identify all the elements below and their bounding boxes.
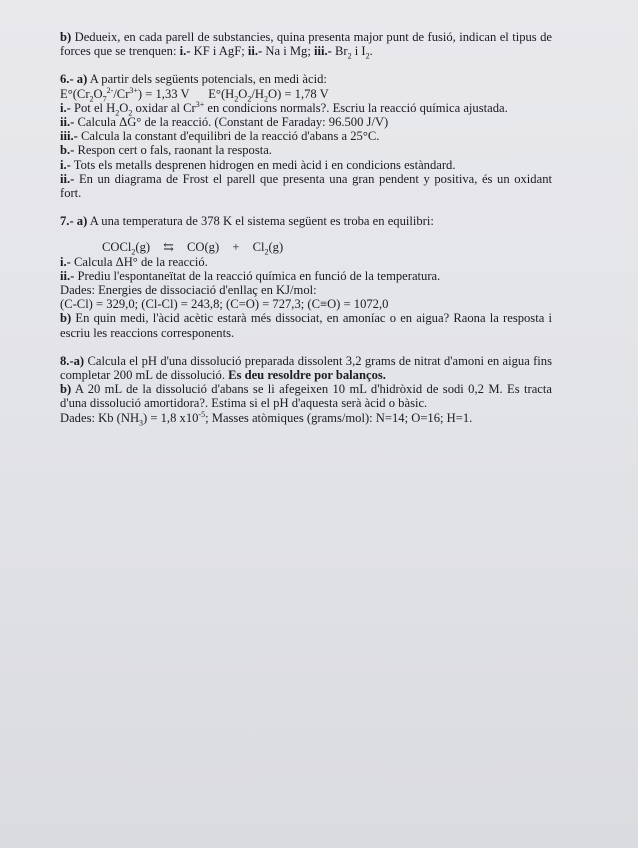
label: i.- [60, 157, 71, 172]
text: Pot el H [74, 100, 116, 115]
question-7-i [60, 255, 552, 269]
text: Cl [252, 240, 265, 255]
label: i.- [60, 254, 71, 269]
text: A 20 mL de la dissolució d'abans se li afegeixen 10 mL d'hidròxid de sodi 0,2 M. Es tracta d'una dissolució amortidora?. Estima si el pH d'aquesta serà àcid o bàsic. [60, 382, 552, 411]
text: O [119, 100, 129, 115]
text: O [238, 86, 248, 101]
text: ) = 1,33 V [137, 86, 190, 101]
exam-text [60, 30, 553, 428]
text: Dades: Kb (NH [60, 410, 140, 425]
text: /H [251, 86, 264, 101]
superscript: 3+ [195, 99, 205, 109]
equilibrium-equation [60, 240, 552, 257]
question-6-iii [60, 129, 552, 143]
text: En quin medi, l'àcid acètic estarà més dissociat, en amoníac o en aigua? Raona la resposta i escriu les reaccions corresponents. [60, 311, 553, 340]
text: Calcula la constant d'equilibri de la reacció d'abans a 25°C. [81, 129, 380, 144]
question-7-intro [60, 214, 552, 228]
text: ) = 1,8 x10 [143, 410, 199, 425]
label: ii.- [60, 268, 75, 283]
text: (g) [268, 240, 284, 255]
question-6-b-i [60, 158, 552, 172]
subscript: 7 [102, 94, 107, 104]
text: en condicions normals?. Escriu la reacció química ajustada. [204, 100, 508, 115]
question-6-b [60, 143, 552, 157]
emphasis: Es deu resoldre por balanços. [228, 368, 386, 383]
label: i.- [60, 100, 71, 115]
text: i I [351, 44, 366, 59]
label: ii.- [247, 44, 263, 59]
text: ; Masses atòmiques (grams/mol): N=14; O=16; H=1. [205, 410, 473, 425]
text: O) = 1,78 V [267, 86, 329, 101]
text: Na i Mg; [265, 44, 311, 59]
superscript: 2- [106, 85, 114, 95]
text: CO(g) [186, 240, 220, 255]
label: ii.- [60, 115, 75, 130]
text: . [369, 44, 373, 59]
label: iii.- [314, 44, 332, 59]
text: (g) [135, 240, 151, 255]
label: i.- [179, 44, 191, 59]
subscript: 2 [234, 94, 239, 104]
text: Dedueix, en cada parell de substancies, quina presenta major punt de fusió, indican el tipus de forces que se trenquen: [60, 30, 552, 59]
label: b) [60, 30, 72, 44]
label: ii.- [60, 171, 75, 186]
question-6-b-ii [60, 172, 552, 200]
question-6-ii [60, 115, 552, 129]
label: b) [60, 311, 72, 326]
subscript: 2 [131, 247, 136, 257]
text: oxidar al Cr [132, 100, 196, 115]
question-8-a [60, 354, 552, 382]
question-6-i [60, 99, 552, 118]
question-7-dades: Dades: Energies de dissociació d'enllaç en KJ/mol: [60, 283, 317, 298]
subscript: 2 [128, 108, 133, 118]
question-number: 8.-a) [60, 353, 85, 368]
potentials [60, 85, 552, 104]
text: Calcula ΔH° de la reacció. [74, 254, 208, 269]
text: En un diagrama de Frost el parell que presenta una gran pendent y positiva, és un oxidant fort. [60, 171, 552, 201]
text: Calcula ΔG° de la reacció. (Constant de Faraday: 96.500 J/V) [77, 115, 389, 130]
question-7-values: (C-Cl) = 329,0; (Cl-Cl) = 243,8; (C=O) = 727,3; (C≡O) = 1072,0 [60, 297, 389, 312]
question-number: 6.- a) [60, 72, 88, 87]
question-number: 7.- a) [60, 214, 88, 229]
text: E°(Cr [60, 86, 90, 101]
subscript: 2 [365, 51, 370, 61]
subscript: 2 [115, 108, 120, 118]
superscript: -5 [198, 409, 206, 419]
text: Prediu l'espontaneïtat de la reacció química en funció de la temperatura. [77, 268, 441, 283]
text: COCl [102, 240, 132, 255]
equilibrium-arrow-icon: ⇆ [163, 240, 174, 255]
text: + [232, 240, 240, 255]
question-5b [60, 30, 552, 61]
subscript: 2 [263, 94, 268, 104]
text: Respon cert o fals, raonant la resposta. [77, 143, 272, 158]
subscript: 3 [139, 418, 144, 428]
text: A partir dels següents potencials, en medi àcid: [89, 72, 327, 87]
subscript: 2 [347, 51, 352, 61]
label: iii.- [60, 129, 78, 144]
text: O [93, 86, 103, 101]
question-8-dades [60, 409, 552, 428]
question-8-b [60, 382, 552, 410]
label: b) [60, 382, 72, 397]
subscript: 2 [89, 94, 94, 104]
text: KF i AgF; [193, 44, 245, 59]
subscript: 2 [247, 94, 252, 104]
text: A una temperatura de 378 K el sistema següent es troba en equilibri: [89, 214, 434, 229]
text: /Cr [113, 86, 130, 101]
text: Br [335, 44, 348, 59]
text: Tots els metalls desprenen hidrogen en medi àcid i en condicions estàndard. [73, 157, 456, 172]
question-7-b [60, 311, 552, 339]
question-7-ii [60, 269, 552, 283]
text: E°(H [208, 86, 235, 101]
superscript: 3+ [129, 85, 138, 95]
label: b.- [60, 143, 75, 158]
text: Calcula el pH d'una dissolució preparada dissolent 3,2 grams de nitrat d'amoni en aigua fins completar 200 mL de dissolució. [60, 353, 552, 383]
subscript: 2 [264, 247, 269, 257]
